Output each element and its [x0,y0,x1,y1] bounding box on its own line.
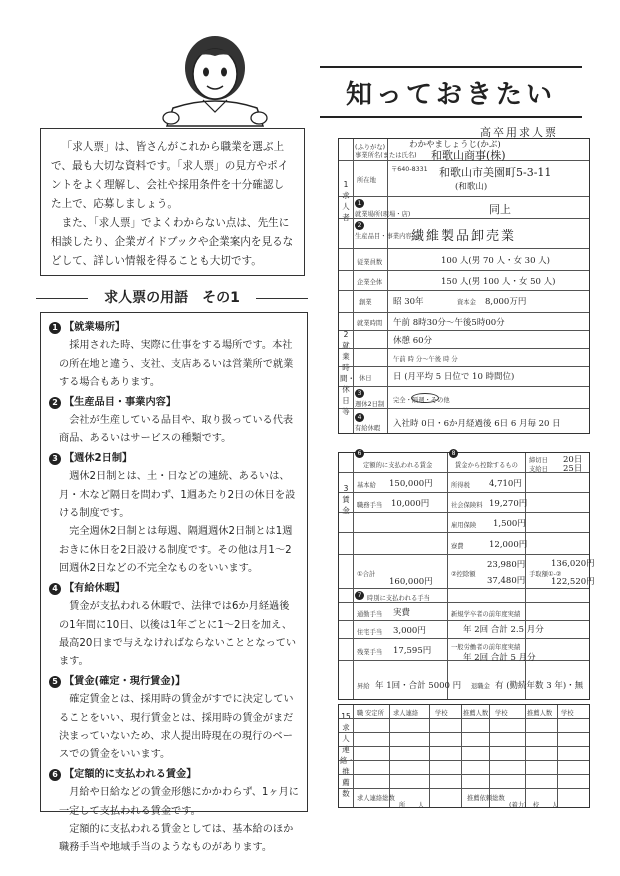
term-5 [49,673,299,765]
company-furigana: わかやましょうじ(かぶ) [409,140,501,150]
term-body: 賃金が支払われる休暇で、法律では6か月経過後の1年間に10日、以後は1年ごとに1～2日を加え、最高20日まで与えなければならないこととなっています。 [59,601,297,668]
terms-box [40,312,308,854]
base-salary: 150,000円 [389,479,433,489]
term-body: 確定賃金とは、採用時の賃金がすでに決定していることをいい、現行賃金とは、採用時の賃金がまだ決まっていないため、求人提出時現在の現行のベースでの賃金をいいます。 [59,694,294,761]
form-title: 高卒用求人票 [480,126,558,139]
section-1-label: 1 求人者 [342,180,350,222]
founded-year: 昭 30年 [393,297,424,307]
deduction: 23,980円 [487,560,526,570]
intro-paragraph-2: また、「求人票」でよくわからない点は、先生に相談したり、企業ガイドブックや企業案内を見るなどして、詳しい情報を得ることも大切です。 [51,217,294,267]
capital: 8,000万円 [485,297,527,307]
term-body: 会社が生産している品目や、取り扱っている代表商品、あるいはサービスの種類です。 [59,415,294,445]
retirement-allowance: 有 (勤続年数 3 年)・無 [495,681,584,691]
number-3-icon: 3 [49,453,61,465]
housing-allowance: 3,000円 [393,626,426,636]
social-insurance: 19,270円 [489,499,528,509]
job-form-section-2: 3 賃金 6 定額的に支払われる賃金 8 賃金から控除するもの 締切日 20日 支給日 25日 基本給 150,000円 所得税 4,710円 職務手当 10,000円 社会保険料 19,270円 雇用保険 1,500円 寮費 12,000円 ①合計 160,000円 ②控除額 23,980円 37,480円 手取額①-② 136,020円 122,520円 7 時別に支払われる手当 通勤手当 実費 新規学卒者の前年度実績 住宅手当 3,000円 年 2回 合計 2.5 月分 残業手当 17,595円 一般労働者の前年度実績 年 2回 合計 5 月分 昇給 年 1回・合計 5000 円 退職金 有 (勤続年数 3 年)・無 [338,452,590,700]
job-form-section-3: 15 求人連絡・推薦数 職 安定所 求人連絡 学校 推薦人数 学校 推薦人数 学校 求人連絡総数 所 人 推薦依頼総数 (着力) 校 人 [338,704,590,808]
mascot-illustration [155,30,275,130]
intro-paragraph-1: 「求人票」は、皆さんがこれから職業を選ぶ上で、最も大切な資料です。「求人票」の見方やポイントをよく理解し、会社や採用条件を十分確認した上で、応募しましょう。 [51,141,289,210]
employees-count: 100 人(男 70 人・女 30 人) [441,256,550,266]
employees-total: 150 人(男 100 人・女 50 人) [441,277,556,287]
section-15-label: 15 求人連絡・推薦数 [340,712,355,798]
term-heading: 【賃金(確定・現行賃金)】 [64,675,186,687]
break-time: 休憩 60分 [393,336,433,346]
income-tax: 4,710円 [489,479,522,489]
work-place: 同上 [489,203,511,216]
commute-allowance: 実費 [393,608,411,618]
number-1-icon: 1 [49,322,61,334]
bonus-new-grad: 年 2回 合計 2.5 月分 [463,625,544,635]
number-2-icon: 2 [49,397,61,409]
term-heading: 【有給休暇】 [64,582,126,594]
term-1 [49,319,299,393]
pay-raise: 年 1回・合計 5000 円 [375,681,462,691]
job-allowance: 10,000円 [391,499,430,509]
business-content: 繊維製品卸売業 [411,229,517,244]
term-body-2: 定額的に支払われる賃金としては、基本給のほか職務手当や地域手当のようなものがあります。 [59,823,294,854]
overtime-allowance: 17,595円 [393,646,432,656]
company-name: 和歌山商事(株) [431,149,506,162]
section-2-label: 2 就業時間・休日等 [340,330,355,416]
term-heading: 【生産品目・事業内容】 [64,396,177,408]
term-body: 週休2日制とは、土・日などの連続、あるいは、月・木など隔日を問わず、1週あたり2日の休日を設ける制度です。 [59,471,296,520]
number-5-icon: 5 [49,676,61,688]
section-3-label: 3 賃金 [342,484,350,515]
work-hours: 午前 8時30分～午後5時00分 [393,318,505,328]
term-heading: 【週休2日制】 [64,452,133,464]
term-6 [49,766,299,858]
terms-title: 求人票の用語 その1 [104,290,240,306]
terms-title-bar [36,287,308,309]
company-address: 和歌山市美園町5-3-11 [439,166,552,179]
term-body: 採用された時、実際に仕事をする場所です。本社の所在地と違う、支社、支店あるいは営業所で就業する場合もあります。 [59,340,294,389]
term-heading: 【就業場所】 [64,322,126,333]
number-6-icon: 6 [49,769,61,781]
term-2 [49,394,299,449]
employment-insurance: 1,500円 [493,519,526,529]
bonus-general: 年 2回 合計 5 月分 [463,653,536,663]
dorm-fee: 12,000円 [489,540,528,550]
intro-box [40,128,305,276]
net-pay: 136,020円 [551,559,595,569]
number-4-icon: 4 [49,583,61,595]
page-title: 知っておきたい [345,80,556,110]
job-form-section-1: 1 求人者 (ふりがな) 事業所名(または氏名) わかやましょうじ(かぶ) 和歌山商事(株) 所在地 〒640-8331 和歌山市美園町5-3-11 (和歌山) 1 就業場所(現場・店) 同上 2 生産品目・事業内容 繊維製品卸売業 従業員数 100 人(男 70 人・女 30 人) 企業全体 150 人(男 100 人・女 50 人) 創業 昭 30年 資本金 8,000万円 2 就業時間・休日等 就業時間 午前 8時30分～午後5時00分 休憩 60分 午前 時 分～午後 時 分 休日 日 (月平均 5 日位で 10 時間位) 3 週休2日制 完全・隔週・その他 4 有給休暇 入社時 0日・6か月経過後 6日 6 月毎 20 日 [338,138,590,434]
total-salary: 160,000円 [389,577,433,587]
term-body: 月給や日給などの賃金形態にかかわらず、1ヶ月に一定して支払われる賃金です。 [59,787,299,817]
paid-leave: 入社時 0日・6か月経過後 6日 6 月毎 20 日 [393,419,561,429]
holidays: 日 (月平均 5 日位で 10 時間位) [393,372,515,382]
term-heading: 【定額的に支払われる賃金】 [64,768,197,780]
page-header [320,66,582,114]
term-3 [49,450,299,579]
weekly-holiday: 完全・隔週・その他 [393,397,450,404]
term-body-2: 完全週休2日制とは毎週、隔週週休2日制とは1週おきに休日を2日設ける制度です。その他は月1～2回週休2日などの不完全なものをいいます。 [59,526,293,575]
term-4 [49,580,299,672]
